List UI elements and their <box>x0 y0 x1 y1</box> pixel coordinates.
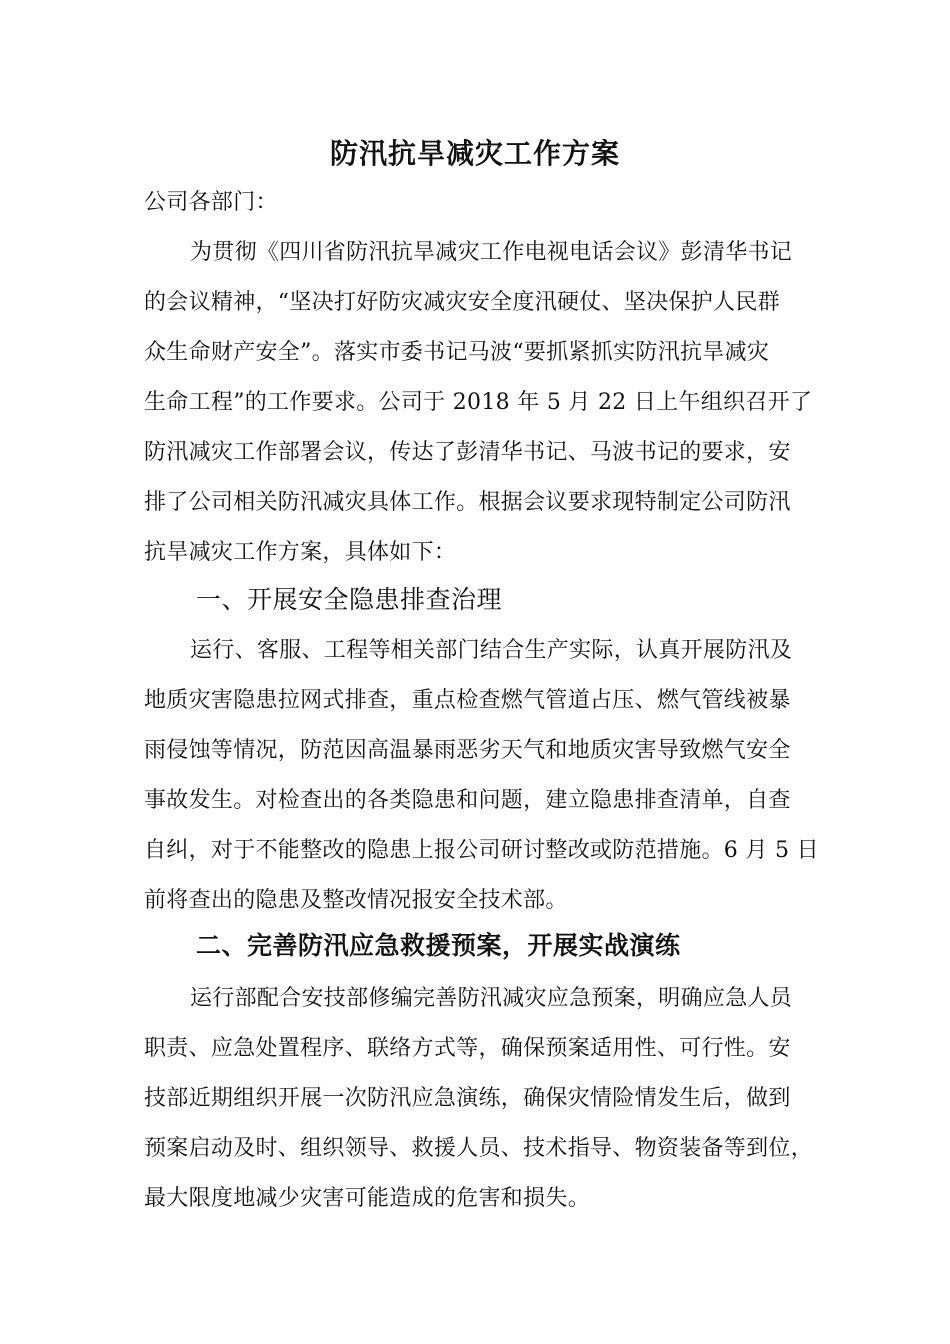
section1-line: 事故发生。对检查出的各类隐患和问题，建立隐患排查清单，自查 <box>144 788 791 813</box>
section1-line: 雨侵蚀等情况，防范因高温暴雨恶劣天气和地质灾害导致燃气安全 <box>144 738 791 763</box>
section2-line: 最大限度地减少灾害可能造成的危害和损失。 <box>144 1186 591 1211</box>
section2-line: 职责、应急处置程序、联络方式等，确保预案适用性、可行性。安 <box>144 1036 791 1061</box>
intro-line: 生命工程”的工作要求。公司于 2018 年 5 月 22 日上午组织召开了 <box>144 390 813 415</box>
section2-line: 预案启动及时、组织领导、救援人员、技术指导、物资装备等到位， <box>144 1136 814 1161</box>
intro-line: 抗旱减灾工作方案，具体如下： <box>144 540 457 565</box>
document-title: 防汛抗旱减灾工作方案 <box>329 137 620 170</box>
section-heading-1: 一、开展安全隐患排查治理 <box>196 585 503 614</box>
section1-line: 地质灾害隐患拉网式排查，重点检查燃气管道占压、燃气管线被暴 <box>144 688 791 713</box>
section1-line: 前将查出的隐患及整改情况报安全技术部。 <box>144 888 568 913</box>
intro-line: 防汛减灾工作部署会议，传达了彭清华书记、马波书记的要求，安 <box>144 440 791 465</box>
intro-line: 为贯彻《四川省防汛抗旱减灾工作电视电话会议》彭清华书记 <box>190 240 793 265</box>
section2-line: 技部近期组织开展一次防汛应急演练，确保灾情险情发生后，做到 <box>144 1086 791 1111</box>
section1-line: 自纠，对于不能整改的隐患上报公司研讨整改或防范措施。6 月 5 日 <box>144 838 819 863</box>
intro-line: 的会议精神，“坚决打好防灾减灾安全度汛硬仗、坚决保护人民群 <box>144 290 780 315</box>
section-heading-2: 二、完善防汛应急救援预案，开展实战演练 <box>196 931 681 960</box>
section1-line: 运行、客服、工程等相关部门结合生产实际，认真开展防汛及 <box>190 638 793 663</box>
intro-line: 众生命财产安全”。落实市委书记马波“要抓紧抓实防汛抗旱减灾 <box>144 340 770 365</box>
section2-line: 运行部配合安技部修编完善防汛减灾应急预案，明确应急人员 <box>190 986 793 1011</box>
salutation: 公司各部门： <box>144 190 278 215</box>
intro-line: 排了公司相关防汛减灾具体工作。根据会议要求现特制定公司防汛 <box>144 490 791 515</box>
